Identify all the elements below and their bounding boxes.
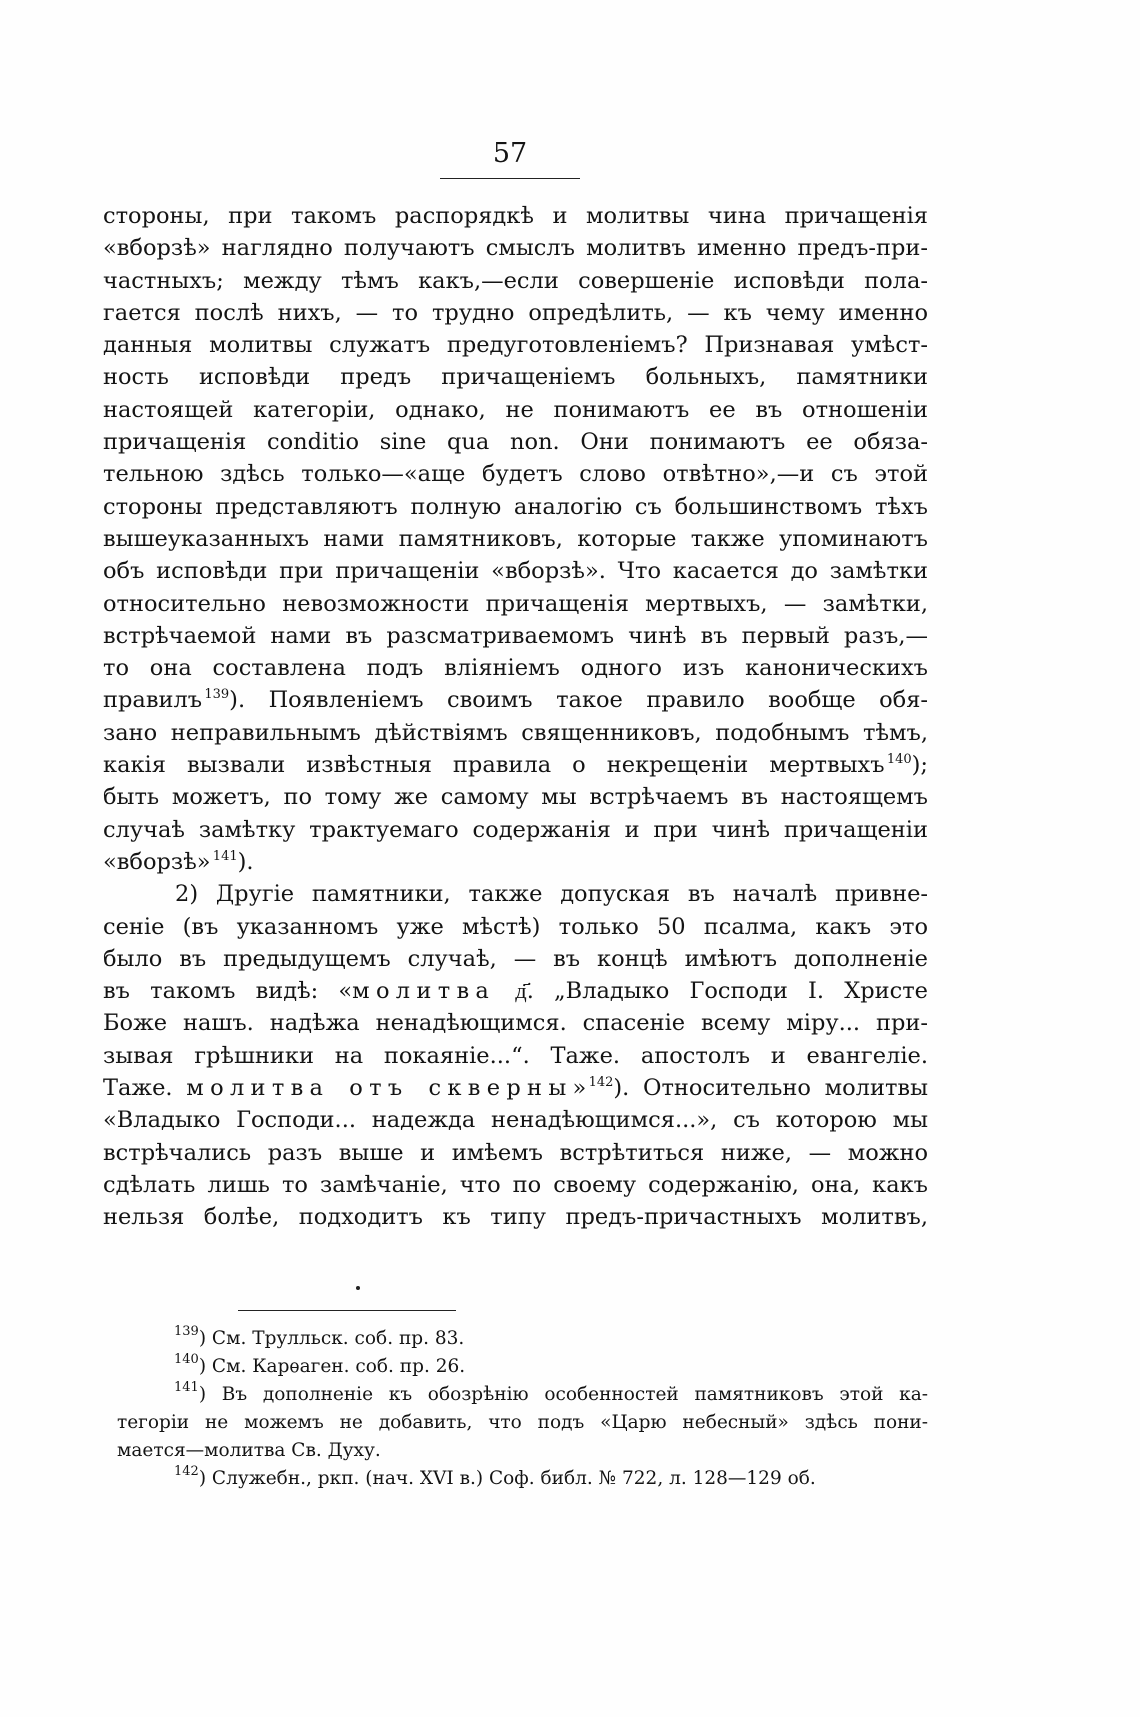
footnote-number: 142 [174, 1464, 199, 1479]
text-fragment: правилъ [103, 687, 203, 714]
footnote [174, 1381, 928, 1409]
text-line: «вборзѣ» наглядно получаютъ смыслъ молитвъ именно предъ-при- [103, 235, 928, 262]
footnote-continuation: мается—молитва Св. Духу. [117, 1440, 381, 1461]
text-line: гается послѣ нихъ, — то трудно опредѣлить, — къ чему именно [103, 299, 928, 326]
text-line: настоящей категоріи, однако, не понимаютъ ее въ отношеніи [103, 396, 928, 423]
text-fragment: ). Относительно молитвы [613, 1075, 928, 1102]
text-line: объ исповѣди при причащеніи «вборзѣ». Что касается до замѣтки [103, 558, 928, 585]
text-line [103, 975, 928, 1007]
text-line: быть можетъ, по тому же самому мы встрѣчаемъ въ настоящемъ [103, 784, 928, 811]
text-line: встрѣчались разъ выше и имѣемъ встрѣтиться ниже, — можно [103, 1139, 928, 1166]
text-line: «Владыко Господи... надежда ненадѣющимся...», съ которою мы [103, 1107, 928, 1134]
text-fragment: » [572, 1075, 587, 1102]
text-line [103, 684, 928, 716]
text-line: нельзя болѣе, подходитъ къ типу предъ-причастныхъ молитвъ, [103, 1204, 928, 1231]
footnote-rule [238, 1310, 456, 1311]
footnote-continuation: тегоріи не можемъ не добавить, что подъ «Царю небесный» здѣсь пони- [117, 1412, 928, 1433]
text-line [103, 846, 928, 878]
text-fragment: ). [237, 848, 254, 875]
text-line: стороны представляютъ полную аналогію съ большинствомъ тѣхъ [103, 493, 928, 520]
text-line: причащенія conditio sine qua non. Они понимаютъ ее обяза- [103, 429, 928, 456]
footnote-text: ) Служебн., ркп. (нач. XVI в.) Соф. библ. № 722, л. 128—129 об. [198, 1468, 816, 1489]
text-fragment: въ такомъ видѣ: « [103, 978, 353, 1005]
spaced-text: молитва [352, 978, 496, 1005]
footnotes [117, 1324, 928, 1493]
text-fragment: д҃. „Владыко Господи І. Христе [495, 978, 928, 1005]
text-line: было въ предыдущемъ случаѣ, — въ концѣ имѣютъ дополненіе [103, 945, 928, 972]
text-fragment: ). Появленіемъ своимъ такое правило вообще обя- [229, 687, 928, 714]
text-line: вышеуказанныхъ нами памятниковъ, которые также упоминаютъ [103, 525, 928, 552]
footnote-number: 141 [174, 1380, 199, 1395]
text-fragment: Таже. [103, 1075, 187, 1102]
text-fragment: ); [911, 752, 928, 779]
text-line: тельною здѣсь только—«аще будетъ слово отвѣтно»,—и съ этой [103, 461, 928, 488]
footnote-number: 139 [174, 1324, 199, 1339]
header-rule [440, 178, 580, 179]
text-line: зывая грѣшники на покаяніе...“. Таже. апостолъ и евангеліе. [103, 1042, 928, 1069]
spaced-text: молитва отъ скверны [186, 1075, 573, 1102]
text-line: частныхъ; между тѣмъ какъ,—если совершеніе исповѣди пола- [103, 267, 928, 294]
text-line: зано неправильнымъ дѣйствіямъ священниковъ, подобнымъ тѣмъ, [103, 719, 928, 746]
footnote [174, 1325, 928, 1353]
footnote-ref: 142 [588, 1075, 614, 1091]
text-line: Боже нашъ. надѣжа ненадѣющимся. спасеніе всему міру... при- [103, 1010, 928, 1037]
footnote [174, 1353, 928, 1381]
text-line [103, 749, 928, 781]
text-line: стороны, при такомъ распорядкѣ и молитвы чина причащенія [103, 203, 928, 229]
text-line: 2) Другіе памятники, также допуская въ началѣ привне- [175, 881, 928, 908]
text-line: относительно невозможности причащенія мертвыхъ, — замѣтки, [103, 590, 928, 617]
text-line: сеніе (въ указанномъ уже мѣстѣ) только 50 псалма, какъ это [103, 913, 928, 940]
body-text [103, 200, 928, 1234]
footnote-text: ) См. Трулльск. соб. пр. 83. [198, 1328, 465, 1349]
footnote-ref: 141 [212, 848, 238, 864]
text-line: случаѣ замѣтку трактуемаго содержанія и при чинѣ причащеніи [103, 816, 928, 843]
footnote-number: 140 [174, 1352, 199, 1367]
text-line: сдѣлать лишь то замѣчаніе, что по своему содержанію, она, какъ [103, 1171, 928, 1198]
footnote-ref: 140 [886, 752, 912, 768]
footnote-ref: 139 [204, 687, 230, 703]
page-number: 57 [492, 138, 528, 169]
text-line [103, 1072, 928, 1104]
footnote-text: ) Въ дополненіе къ обозрѣнію особенностей памятниковъ этой ка- [198, 1384, 928, 1405]
footnote-text: ) См. Карѳаген. соб. пр. 26. [198, 1356, 466, 1377]
text-line: ность исповѣди предъ причащеніемъ больныхъ, памятники [103, 364, 928, 391]
text-line: встрѣчаемой нами въ разсматриваемомъ чинѣ въ первый разъ,— [103, 622, 928, 649]
text-line: то она составлена подъ вліяніемъ одного изъ каноническихъ [103, 655, 928, 682]
text-line: данныя молитвы служатъ предуготовленіемъ? Признавая умѣст- [103, 332, 928, 359]
footnote [174, 1465, 928, 1493]
text-fragment: «вборзѣ» [103, 848, 211, 875]
text-fragment: какія вызвали извѣстныя правила о некрещеніи мертвыхъ [103, 752, 885, 779]
ink-dot [356, 1286, 360, 1290]
